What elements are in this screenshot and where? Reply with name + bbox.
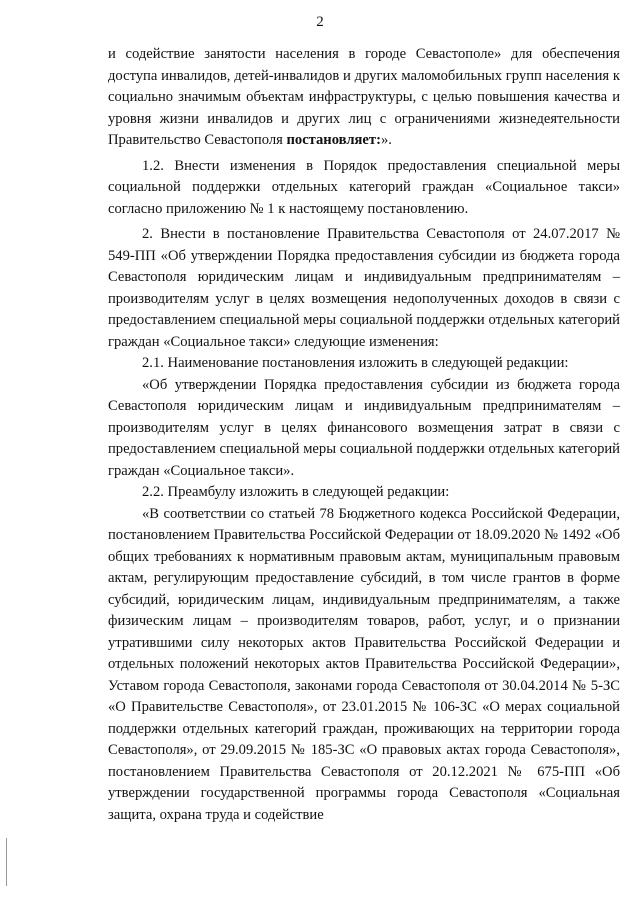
paragraph-continuation: [108, 44, 620, 152]
paragraph-text-end: ».: [380, 132, 392, 148]
paragraph-quote-title: «Об утверждении Порядка предоставления субсидии из бюджета города Севастополя юридическим лицам и индивидуальным предпринимателям – производителям услуг в целях финансового возмещения затрат в связи с предоставлением специальной меры социальной поддержки отдельных категорий граждан «Социальное такси».: [108, 376, 620, 479]
page-number: 2: [316, 14, 324, 30]
paragraph-2-2: 2.2. Преамбулу изложить в следующей редакции:: [142, 484, 450, 500]
decree-keyword: постановляет:: [286, 132, 381, 148]
paragraph-preamble: «В соответствии со статьей 78 Бюджетного кодекса Российской Федерации, постановлением Правительства Российской Федерации от 18.09.2020 № 1492 «Об общих требованиях к нормативным правовым актам, муниципальным правовым актам, регулирующим предоставление субсидий, в том числе грантов в форме субсидий, юридическим лицам, индивидуальным предпринимателям, а также физическим лицам – производителям товаров, работ, услуг, и о признании утратившими силу некоторых актов Правительства Российской Федерации и отдельных положений некоторых актов Правительства Российской Федерации», Уставом города Севастополя, законами города Севастополя от 30.04.2014 № 5-ЗС «О Правительстве Севастополя», от 23.01.2015 № 106-ЗС «О мерах социальной поддержки отдельных категорий граждан, проживающих на территории города Севастополя», от 29.09.2015 № 185-ЗС «О правовых актах города Севастополя», постановлением Правительства Севастополя от 20.12.2021 № 675-ПП «Об утверждении государственной программы города Севастополя «Социальная защита, охрана труда и содействие: [108, 505, 620, 823]
paragraph-text: и содействие занятости населения в городе Севастополе» для обеспечения доступа инвалидов, детей-инвалидов и других маломобильных групп населения к социально значимым объектам инфраструктуры, с целью повышения качества и уровня жизни инвалидов и других лиц с ограничениями жизнедеятельности Правительство Севастополя: [108, 46, 620, 148]
paragraph-1-2: 1.2. Внести изменения в Порядок предоставления специальной меры социальной поддержки отдельных категорий граждан «Социальное такси» согласно приложению № 1 к настоящему постановлению.: [108, 157, 620, 217]
paragraph-2: 2. Внести в постановление Правительства Севастополя от 24.07.2017 № 549-ПП «Об утверждении Порядка предоставления субсидии из бюджета города Севастополя юридическим лицам и индивидуальным предпринимателям – производителям услуг в целях возмещения недополученных доходов в связи с предоставлением специальной меры социальной поддержки отдельных категорий граждан «Социальное такси» следующие изменения:: [108, 226, 620, 350]
scan-margin-line: [6, 838, 7, 886]
document-body: [108, 44, 620, 826]
paragraph-2-1: 2.1. Наименование постановления изложить в следующей редакции:: [142, 355, 569, 371]
